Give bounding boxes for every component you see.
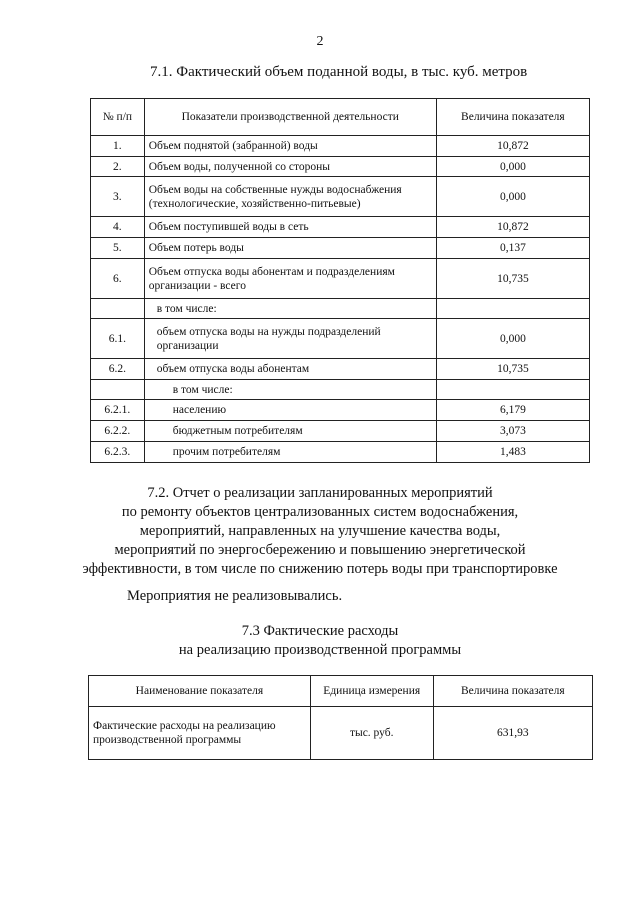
row-value xyxy=(436,380,589,400)
table-row xyxy=(91,217,590,238)
table-row xyxy=(89,707,593,760)
row-indicator: населению xyxy=(144,400,436,421)
section-73-heading xyxy=(0,622,640,660)
table-row xyxy=(91,421,590,442)
row-number: 6. xyxy=(91,259,145,299)
row-indicator: в том числе: xyxy=(144,299,436,319)
section-72-line: эффективности, в том числе по снижению потерь воды при транспортировке xyxy=(82,561,558,577)
table-row xyxy=(91,299,590,319)
table-header-row xyxy=(91,99,590,136)
table-row xyxy=(91,259,590,299)
row-value: 10,735 xyxy=(436,359,589,380)
expense-indicator: Фактические расходы на реализацию производственной программы xyxy=(89,707,311,760)
table-row xyxy=(91,238,590,259)
row-number: 3. xyxy=(91,177,145,217)
row-number: 6.1. xyxy=(91,319,145,359)
table-row xyxy=(91,177,590,217)
row-value: 1,483 xyxy=(436,442,589,463)
row-number: 2. xyxy=(91,157,145,177)
section-72-line: мероприятий, направленных на улучшение качества воды, xyxy=(139,523,501,539)
expenses-table xyxy=(88,675,593,760)
row-indicator: прочим потребителям xyxy=(144,442,436,463)
row-number: 4. xyxy=(91,217,145,238)
section-73-line: 7.3 Фактические расходы xyxy=(241,623,399,639)
row-value: 10,872 xyxy=(436,217,589,238)
row-number: 6.2.2. xyxy=(91,421,145,442)
section-72-line: мероприятий по энергосбережению и повышению энергетической xyxy=(114,542,526,558)
row-indicator: Объем поступившей воды в сеть xyxy=(144,217,436,238)
row-number: 1. xyxy=(91,136,145,157)
row-number: 5. xyxy=(91,238,145,259)
table-row xyxy=(91,157,590,177)
header-unit: Единица измерения xyxy=(310,676,433,707)
section-72-line: по ремонту объектов централизованных систем водоснабжения, xyxy=(121,504,519,520)
row-value: 0,000 xyxy=(436,157,589,177)
row-number xyxy=(91,380,145,400)
header-number: № п/п xyxy=(91,99,145,136)
section-71-title: 7.1. Фактический объем поданной воды, в тыс. куб. метров xyxy=(150,64,528,80)
row-indicator: в том числе: xyxy=(144,380,436,400)
row-value: 6,179 xyxy=(436,400,589,421)
row-value: 10,735 xyxy=(436,259,589,299)
row-value: 0,000 xyxy=(436,319,589,359)
table-row xyxy=(91,380,590,400)
section-72-note: Мероприятия не реализовывались. xyxy=(127,588,343,604)
row-value: 0,137 xyxy=(436,238,589,259)
row-indicator: бюджетным потребителям xyxy=(144,421,436,442)
row-number: 6.2. xyxy=(91,359,145,380)
section-73-line: на реализацию производственной программы xyxy=(178,642,462,658)
section-72-heading xyxy=(0,484,640,579)
expense-unit: тыс. руб. xyxy=(310,707,433,760)
section-72-line: 7.2. Отчет о реализации запланированных мероприятий xyxy=(147,485,493,501)
row-indicator: Объем воды на собственные нужды водоснабжения (технологические, хозяйственно-питьевые) xyxy=(144,177,436,217)
water-volume-table xyxy=(90,98,590,463)
row-number xyxy=(91,299,145,319)
row-indicator: объем отпуска воды абонентам xyxy=(144,359,436,380)
row-value: 3,073 xyxy=(436,421,589,442)
header-indicator: Показатели производственной деятельности xyxy=(144,99,436,136)
row-value: 10,872 xyxy=(436,136,589,157)
table-row xyxy=(91,400,590,421)
row-number: 6.2.1. xyxy=(91,400,145,421)
row-indicator: объем отпуска воды на нужды подразделений организации xyxy=(144,319,436,359)
table-header-row xyxy=(89,676,593,707)
table-row xyxy=(91,319,590,359)
header-value: Величина показателя xyxy=(436,99,589,136)
row-number: 6.2.3. xyxy=(91,442,145,463)
page-number: 2 xyxy=(316,34,324,49)
row-indicator: Объем отпуска воды абонентам и подразделениям организации - всего xyxy=(144,259,436,299)
row-indicator: Объем воды, полученной со стороны xyxy=(144,157,436,177)
row-indicator: Объем поднятой (забранной) воды xyxy=(144,136,436,157)
header-indicator-name: Наименование показателя xyxy=(89,676,311,707)
table-row xyxy=(91,359,590,380)
table-row xyxy=(91,136,590,157)
row-indicator: Объем потерь воды xyxy=(144,238,436,259)
header-value: Величина показателя xyxy=(433,676,592,707)
table-row xyxy=(91,442,590,463)
row-value: 0,000 xyxy=(436,177,589,217)
expense-value: 631,93 xyxy=(433,707,592,760)
row-value xyxy=(436,299,589,319)
